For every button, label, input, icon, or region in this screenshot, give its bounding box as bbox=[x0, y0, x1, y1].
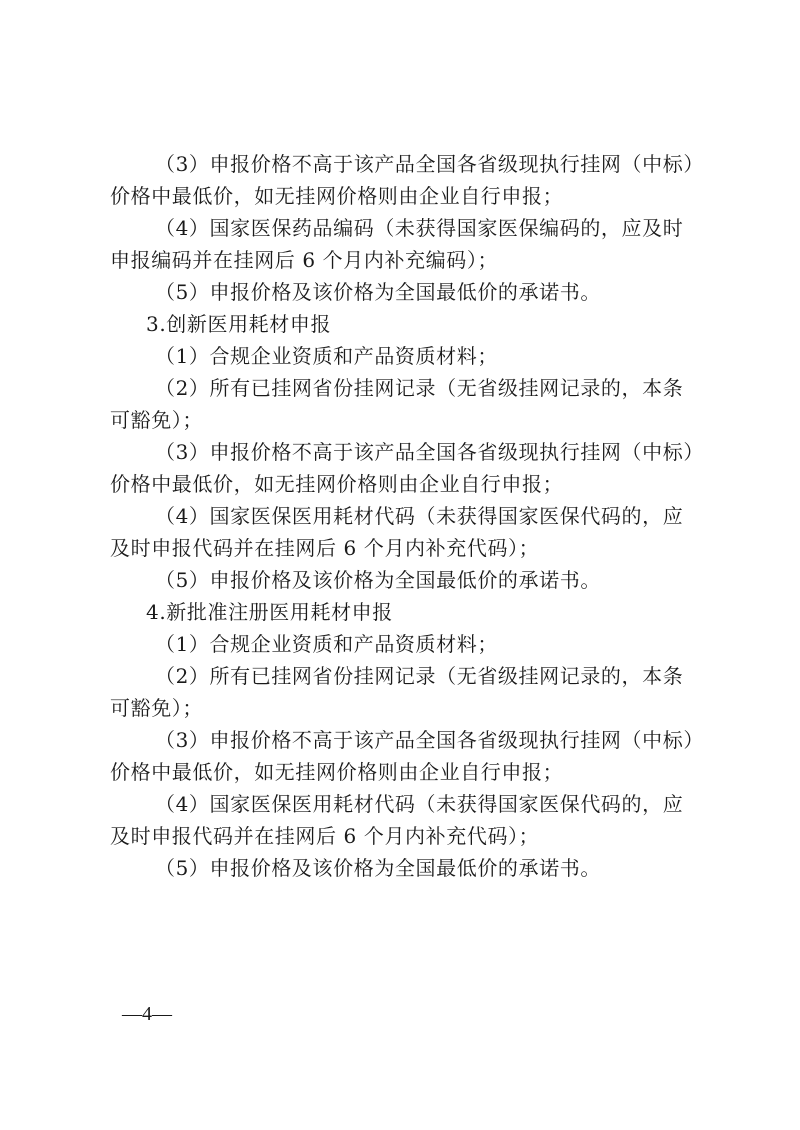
section-heading: 4.新批准注册医用耗材申报 bbox=[146, 600, 393, 624]
text-line: 价格中最低价，如无挂网价格则由企业自行申报； bbox=[110, 184, 564, 208]
text-line: 价格中最低价，如无挂网价格则由企业自行申报； bbox=[110, 472, 564, 496]
text-line: （2）所有已挂网省份挂网记录（无省级挂网记录的，本条 bbox=[155, 664, 684, 688]
text-line: （3）申报价格不高于该产品全国各省级现执行挂网（中标） bbox=[155, 440, 704, 464]
text-line: （5）申报价格及该价格为全国最低价的承诺书。 bbox=[155, 280, 601, 304]
text-line: （1）合规企业资质和产品资质材料； bbox=[155, 632, 498, 656]
text-line: （4）国家医保药品编码（未获得国家医保编码的，应及时 bbox=[155, 216, 684, 240]
document-body bbox=[110, 148, 704, 884]
section-heading: 3.创新医用耗材申报 bbox=[146, 312, 332, 336]
text-line: （4）国家医保医用耗材代码（未获得国家医保代码的，应 bbox=[155, 792, 684, 816]
text-line: （5）申报价格及该价格为全国最低价的承诺书。 bbox=[155, 856, 601, 880]
text-line: （3）申报价格不高于该产品全国各省级现执行挂网（中标） bbox=[155, 152, 704, 176]
text-line: （5）申报价格及该价格为全国最低价的承诺书。 bbox=[155, 568, 601, 592]
text-line: 可豁免）； bbox=[110, 696, 203, 720]
text-line: 及时申报代码并在挂网后 6 个月内补充代码）； bbox=[110, 824, 540, 848]
text-line: 价格中最低价，如无挂网价格则由企业自行申报； bbox=[110, 760, 564, 784]
text-line: （1）合规企业资质和产品资质材料； bbox=[155, 344, 498, 368]
text-line: 及时申报代码并在挂网后 6 个月内补充代码）； bbox=[110, 536, 540, 560]
page-number: —4— bbox=[122, 1003, 172, 1025]
text-line: （3）申报价格不高于该产品全国各省级现执行挂网（中标） bbox=[155, 728, 704, 752]
text-line: 申报编码并在挂网后 6 个月内补充编码）； bbox=[110, 248, 499, 272]
text-line: 可豁免）； bbox=[110, 408, 203, 432]
text-line: （4）国家医保医用耗材代码（未获得国家医保代码的，应 bbox=[155, 504, 684, 528]
text-line: （2）所有已挂网省份挂网记录（无省级挂网记录的，本条 bbox=[155, 376, 684, 400]
